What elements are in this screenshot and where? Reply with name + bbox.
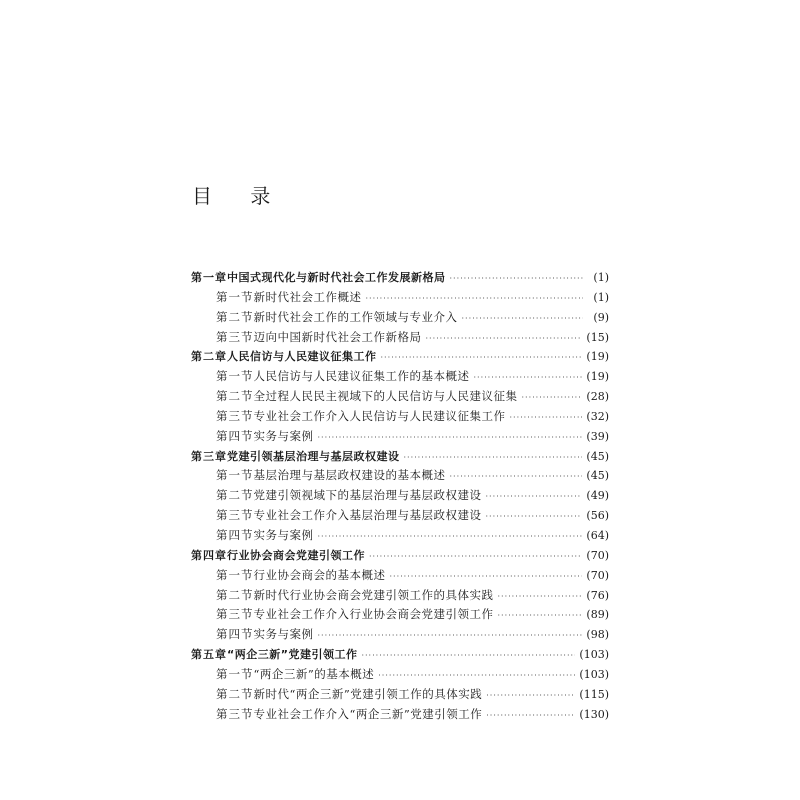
toc-chapter-entry [191,546,609,566]
dot-leader [498,606,583,626]
entry-page-number: (130) [579,707,609,721]
toc-section-entry [191,665,609,685]
entry-title: 实务与案例 [253,527,314,542]
entry-page-number: (64) [586,528,609,542]
dot-leader [404,448,583,468]
entry-page-number: (103) [579,667,609,681]
entry-number: 第四章 [191,548,227,562]
entry-title: “两企三新”党建引领工作 [227,648,358,662]
entry-page-number: (115) [579,687,609,701]
entry-number: 第三节 [216,508,254,523]
entry-number: 第一节 [216,468,254,483]
entry-number: 第二节 [216,389,254,404]
entry-number: 第一节 [216,289,254,304]
dot-leader [486,686,575,706]
toc-section-entry [191,506,609,526]
entry-page-number: (56) [586,509,609,523]
entry-number: 第三节 [216,706,254,721]
dot-leader [390,567,583,587]
entry-title: 全过程人民民主视域下的人民信访与人民建议征集 [253,389,518,404]
toc-section-entry [191,387,609,407]
entry-page-number: (9) [593,310,609,324]
page-title: 目 录 [192,184,287,208]
toc-section-entry [191,625,609,645]
dot-leader [486,706,575,726]
dot-leader [486,507,583,527]
entry-number: 第三章 [191,449,227,463]
entry-number: 第一章 [191,271,227,284]
dot-leader [498,587,583,607]
entry-title: 新时代社会工作概述 [253,289,362,304]
entry-title: 行业协会商会党建引领工作 [227,548,365,562]
dot-leader [450,467,583,487]
entry-title: 专业社会工作介入基层治理与基层政权建设 [253,508,482,523]
entry-page-number: (70) [586,568,609,582]
entry-title: 人民信访与人民建议征集工作 [227,350,377,364]
toc-chapter-entry [191,268,609,288]
entry-number: 第一节 [216,567,254,582]
dot-leader [369,547,582,567]
toc-section-entry [191,566,609,586]
entry-title: 专业社会工作介入人民信访与人民建议征集工作 [253,408,506,423]
toc-section-entry [191,486,609,506]
dot-leader [462,309,584,329]
dot-leader [474,368,583,388]
entry-number: 第二节 [216,587,254,602]
entry-title: “两企三新”的基本概述 [253,666,375,681]
toc-chapter-entry [191,447,609,467]
entry-page-number: (19) [586,370,609,384]
toc-chapter-entry [191,347,609,367]
toc-section-entry [191,308,609,328]
entry-number: 第四节 [216,627,254,642]
dot-leader [381,348,583,368]
toc-section-entry [191,407,609,427]
entry-title: 中国式现代化与新时代社会工作发展新格局 [227,271,446,284]
toc-section-entry [191,427,609,447]
toc-list [191,268,609,724]
dot-leader [318,626,583,646]
entry-title: 专业社会工作介入“两企三新”党建引领工作 [253,706,483,721]
entry-page-number: (76) [586,588,609,602]
entry-title: 新时代行业协会商会党建引领工作的具体实践 [253,587,494,602]
toc-chapter-entry [191,645,609,665]
entry-title: 迈向中国新时代社会工作新格局 [253,329,422,344]
toc-section-entry [191,466,609,486]
toc-section-entry [191,685,609,705]
entry-number: 第二节 [216,686,254,701]
entry-page-number: (45) [586,449,609,463]
entry-page-number: (28) [586,390,609,404]
dot-leader [366,289,584,309]
entry-title: 基层治理与基层政权建设的基本概述 [253,468,446,483]
toc-section-entry [191,705,609,725]
entry-number: 第一节 [216,666,254,681]
entry-page-number: (89) [586,608,609,622]
entry-number: 第二章 [191,350,227,364]
toc-section-entry [191,586,609,606]
entry-page-number: (45) [586,469,609,483]
entry-title: 新时代“两企三新”党建引领工作的具体实践 [253,686,483,701]
entry-page-number: (32) [586,409,609,423]
dot-leader [361,646,575,666]
entry-number: 第四节 [216,527,254,542]
dot-leader [318,428,583,448]
entry-title: 实务与案例 [253,627,314,642]
entry-page-number: (19) [586,350,609,364]
toc-section-entry [191,605,609,625]
entry-title: 新时代社会工作的工作领域与专业介入 [253,309,458,324]
entry-page-number: (103) [579,648,609,662]
entry-page-number: (98) [586,628,609,642]
entry-page-number: (49) [586,489,609,503]
entry-number: 第一节 [216,369,254,384]
entry-title: 党建引领视域下的基层治理与基层政权建设 [253,488,482,503]
toc-section-entry [191,328,609,348]
entry-number: 第五章 [191,648,227,662]
dot-leader [510,408,583,428]
entry-title: 行业协会商会的基本概述 [253,567,386,582]
dot-leader [450,269,584,289]
entry-page-number: (70) [586,548,609,562]
entry-page-number: (1) [593,290,609,304]
entry-title: 实务与案例 [253,428,314,443]
entry-number: 第二节 [216,309,254,324]
dot-leader [522,388,583,408]
entry-number: 第三节 [216,329,254,344]
entry-number: 第二节 [216,488,254,503]
dot-leader [426,329,583,349]
toc-section-entry [191,367,609,387]
entry-title: 专业社会工作介入行业协会商会党建引领工作 [253,607,494,622]
entry-number: 第三节 [216,607,254,622]
entry-number: 第三节 [216,408,254,423]
entry-page-number: (39) [586,429,609,443]
dot-leader [486,487,583,507]
toc-section-entry [191,288,609,308]
entry-page-number: (15) [586,330,609,344]
dot-leader [318,527,583,547]
entry-title: 人民信访与人民建议征集工作的基本概述 [253,369,470,384]
toc-section-entry [191,526,609,546]
dot-leader [378,666,575,686]
entry-page-number: (1) [593,271,609,284]
entry-title: 党建引领基层治理与基层政权建设 [227,449,400,463]
entry-number: 第四节 [216,428,254,443]
